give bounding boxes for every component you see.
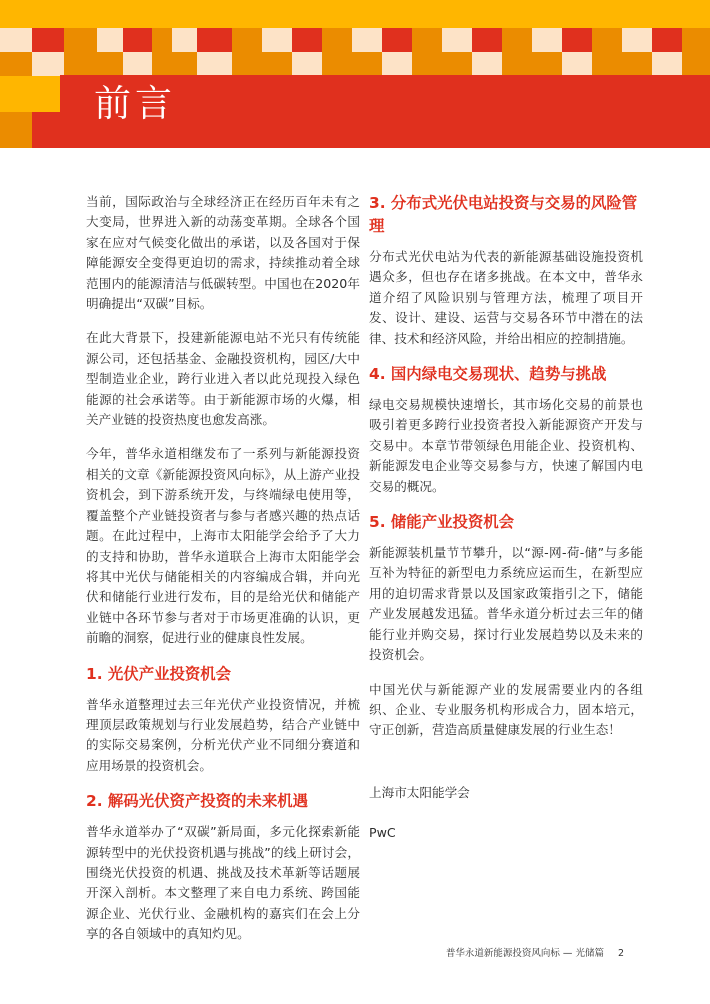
mosaic-tile — [0, 52, 32, 76]
mosaic-tile — [682, 52, 710, 76]
closing-paragraph: 中国光伏与新能源产业的发展需要业内的各组织、企业、专业服务机构形成合力，固本培元，守正创新，营造高质量健康发展的行业生态！ — [369, 681, 643, 738]
left-column — [86, 192, 360, 959]
mosaic-tile — [622, 28, 652, 52]
mosaic-tile — [412, 0, 442, 28]
mosaic-tile — [382, 0, 412, 28]
mosaic-tile — [382, 28, 412, 52]
mosaic-tile — [0, 76, 32, 112]
section-4-paragraph: 绿电交易规模快速增长，其市场化交易的前景也吸引着更多跨行业投资者投入新能源资产开发与交易中。本章节带领绿色用能企业、投资机构、新能源发电企业等交易参与方，快速了解国内电交易的概况。 — [369, 397, 643, 494]
mosaic-tile — [197, 0, 232, 28]
mosaic-tile — [0, 28, 32, 52]
footer-title: 普华永道新能源投资风向标 — 光储篇 — [445, 948, 604, 959]
mosaic-tile — [172, 28, 197, 52]
mosaic-tile — [0, 0, 32, 28]
mosaic-tile — [472, 0, 502, 28]
mosaic-tile — [64, 52, 97, 76]
section-5-paragraph: 新能源装机量节节攀升，以“源-网-荷-储”与多能互补为特征的新型电力系统应运而生，在新型应用的迫切需求背景以及国家政策指引之下，储能产业发展越发迅猛。普华永道分析过去三年的储能行业并购交易，探讨行业发展趋势以及未来的投资机会。 — [369, 545, 643, 663]
mosaic-tile — [682, 0, 710, 28]
mosaic-tile — [262, 0, 292, 28]
mosaic-tile — [172, 0, 197, 28]
section-1-paragraph: 普华永道整理过去三年光伏产业投资情况，并梳理顶层政策规划与行业发展趋势，结合产业链中的实际交易案例，分析光伏产业不同细分赛道和应用场景的投资机会。 — [86, 696, 360, 773]
mosaic-tile — [412, 52, 442, 76]
mosaic-tile — [622, 52, 652, 76]
mosaic-tile — [322, 0, 352, 28]
intro-paragraph-2: 在此大背景下，投建新能源电站不光只有传统能源公司，还包括基金、金融投资机构，园区/大中型制造业企业，跨行业进入者以此兑现投入绿色能源的社会承诺等。由于新能源市场的火爆，相关产业链的投资热度也愈发高涨。 — [86, 330, 360, 428]
mosaic-tile — [32, 28, 64, 52]
mosaic-tile — [123, 52, 152, 76]
intro-paragraph-3: 今年，普华永道相继发布了一系列与新能源投资相关的文章《新能源投资风向标》，从上游产业投资机会，到下游系统开发，与终端绿电使用等，覆盖整个产业链投资者与参与者感兴趣的热点话题。在此过程中，上海市太阳能学会给予了大力的支持和协助，普华永道联合上海市太阳能学会将其中光伏与储能相关的内容编成合辑，并向光伏和储能行业进行发布，目的是给光伏和储能产业链中各环节参与者对于市场更准确的认识，更前瞻的洞察，促进行业的健康良性发展。 — [86, 446, 360, 646]
mosaic-tile — [172, 52, 197, 76]
mosaic-tile — [532, 28, 562, 52]
mosaic-tile — [322, 52, 352, 76]
intro-paragraph-1: 当前，国际政治与全球经济正在经历百年未有之大变局，世界进入新的动荡变革期。全球各个国家在应对气候变化做出的承诺，以及各国对于保障能源安全变得更迫切的需求，持续推动着全球范围内的能源清洁与低碳转型。中国也在2020年明确提出“双碳”目标。 — [86, 194, 360, 312]
mosaic-tile — [123, 28, 152, 52]
mosaic-tile — [562, 0, 592, 28]
right-column — [369, 192, 643, 863]
mosaic-tile — [562, 28, 592, 52]
mosaic-tile — [262, 28, 292, 52]
section-2-paragraph: 普华永道举办了“双碳”新局面，多元化探索新能源转型中的光伏投资机遇与挑战”的线上研讨会，围绕光伏投资的机遇、挑战及技术革新等话题展开深入剖析。本文整理了来自电力系统、跨国能源企业、光伏行业、金融机构的嘉宾们在会上分享的各自领域中的真知灼见。 — [86, 824, 360, 942]
mosaic-tile — [622, 0, 652, 28]
mosaic-tile — [197, 52, 232, 76]
mosaic-tile — [232, 0, 262, 28]
mosaic-tile — [502, 0, 532, 28]
mosaic-tile — [682, 28, 710, 52]
mosaic-tile — [472, 28, 502, 52]
mosaic-tile — [652, 0, 682, 28]
mosaic-tile — [352, 52, 382, 76]
signature-society: 上海市太阳能学会 — [369, 784, 470, 800]
mosaic-tile — [232, 28, 262, 52]
mosaic-tile — [442, 28, 472, 52]
mosaic-tile — [652, 52, 682, 76]
mosaic-tile — [32, 0, 64, 28]
page-footer — [446, 945, 624, 959]
mosaic-tile — [502, 52, 532, 76]
mosaic-tile — [592, 52, 622, 76]
mosaic-tile — [152, 0, 172, 28]
mosaic-tile — [97, 0, 123, 28]
mosaic-tile — [412, 28, 442, 52]
mosaic-tile — [123, 0, 152, 28]
mosaic-tile — [532, 0, 562, 28]
mosaic-tile — [562, 52, 592, 76]
mosaic-tile — [292, 52, 322, 76]
mosaic-tile — [502, 28, 532, 52]
page-title: 前言 — [94, 82, 176, 125]
mosaic-tile — [352, 0, 382, 28]
mosaic-tile — [472, 52, 502, 76]
section-heading-4: 4. 国内绿电交易现状、趋势与挑战 — [369, 365, 607, 384]
signature-pwc: PwC — [369, 824, 396, 840]
section-3-paragraph: 分布式光伏电站为代表的新能源基础设施投资机遇众多，但也存在诸多挑战。在本文中，普华永道介绍了风险识别与管理方法，梳理了项目开发、设计、建设、运营与交易各环节中潜在的法律、技术和经济风险，并给出相应的控制措施。 — [369, 249, 643, 346]
mosaic-tile — [322, 28, 352, 52]
mosaic-tile — [152, 28, 172, 52]
section-heading-5: 5. 储能产业投资机会 — [369, 513, 515, 532]
mosaic-tile — [592, 0, 622, 28]
mosaic-tile — [592, 28, 622, 52]
mosaic-tile — [532, 52, 562, 76]
mosaic-tile — [292, 0, 322, 28]
page-number: 2 — [617, 948, 624, 959]
mosaic-tile — [652, 28, 682, 52]
mosaic-tile — [442, 52, 472, 76]
mosaic-tile — [0, 112, 32, 148]
mosaic-tile — [32, 52, 64, 76]
mosaic-tile — [232, 52, 262, 76]
mosaic-tile — [152, 52, 172, 76]
mosaic-tile — [97, 52, 123, 76]
mosaic-tile — [197, 28, 232, 52]
mosaic-tile — [262, 52, 292, 76]
section-heading-2: 2. 解码光伏资产投资的未来机遇 — [86, 792, 308, 811]
section-heading-1: 1. 光伏产业投资机会 — [86, 664, 232, 683]
mosaic-tile — [442, 0, 472, 28]
mosaic-tile — [64, 0, 97, 28]
mosaic-tile — [97, 28, 123, 52]
mosaic-tile — [64, 28, 97, 52]
mosaic-tile — [352, 28, 382, 52]
mosaic-tile — [382, 52, 412, 76]
section-heading-3: 3. 分布式光伏电站投资与交易的风险管理 — [369, 194, 638, 235]
mosaic-tile — [292, 28, 322, 52]
